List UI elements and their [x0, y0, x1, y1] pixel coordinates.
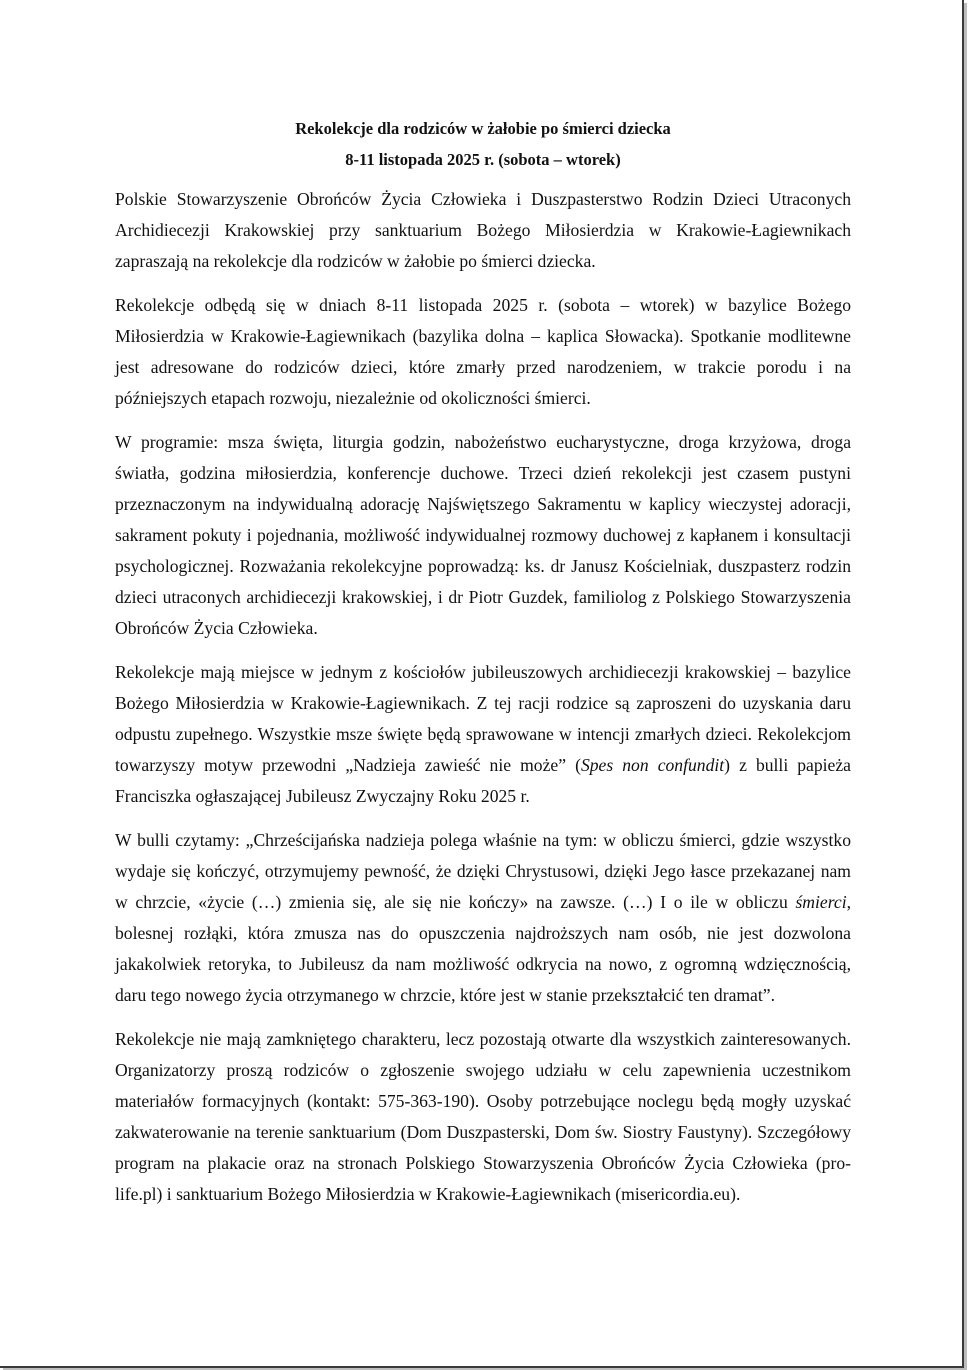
paragraph-registration: Rekolekcje nie mają zamkniętego charakteru, lecz pozostają otwarte dla wszystkich zainteresowanych. Organizatorzy proszą rodziców o zgłoszenie swojego udziału w celu zapewnienia uczestnikom materiałów formacyjnych (kontakt: 575-363-190). Osoby potrzebujące noclegu będą mogły uzyskać zakwaterowanie na terenie sanktuarium (Dom Duszpasterski, Dom św. Siostry Faustyny). Szczegółowy program na plakacie oraz na stronach Polskiego Stowarzyszenia Obrońców Życia Człowieka (pro-life.pl) i sanktuarium Bożego Miłosierdzia w Krakowie-Łagiewnikach (misericordia.eu).: [115, 1029, 851, 1204]
paragraph-bull-quote-text-b: , bolesnej rozłąki, która zmusza nas do opuszczenia najdroższych nam osób, nie jest dozwolona jakakolwiek retoryka, to Jubileusz da nam możliwość odkrycia na nowo, z ogromną wdzięcznością, daru tego nowego życia otrzymanego w chrzcie, które jest w stanie przekształcić ten dramat”.: [115, 892, 851, 1005]
paragraph-jubilee-text-b: ) z bulli papieża Franciszka ogłaszającej Jubileusz Zwyczajny Roku 2025 r.: [115, 755, 851, 806]
paragraph-date-place: Rekolekcje odbędą się w dniach 8-11 listopada 2025 r. (sobota – wtorek) w bazylice Bożego Miłosierdzia w Krakowie-Łagiewnikach (bazylika dolna – kaplica Słowacka). Spotkanie modlitewne jest adresowane do rodziców dzieci, które zmarły przed narodzeniem, w trakcie porodu i na późniejszych etapach rozwoju, niezależnie od okoliczności śmierci.: [115, 295, 851, 408]
paragraph-bull-quote-italic: śmierci: [795, 892, 847, 912]
document-body: [115, 184, 851, 1223]
paragraph-bull-quote: [115, 825, 851, 1011]
paragraph-program: W programie: msza święta, liturgia godzin, nabożeństwo eucharystyczne, droga krzyżowa, droga światła, godzina miłosierdzia, konferencje duchowe. Trzeci dzień rekolekcji jest czasem pustyni przeznaczonym na indywidualną adorację Najświętszego Sakramentu w kaplicy wieczystej adoracji, sakrament pokuty i pojednania, możliwość indywidualnej rozmowy duchowej z kapłanem i konsultacji psychologicznej. Rozważania rekolekcyjne poprowadzą: ks. dr Janusz Kościelniak, duszpasterz rodzin dzieci utraconych archidiecezji krakowskiej, i dr Piotr Guzdek, familiolog z Polskiego Stowarzyszenia Obrońców Życia Człowieka.: [115, 432, 851, 638]
paragraph-jubilee-latin: Spes non confundit: [580, 755, 725, 775]
document-date: 8-11 listopada 2025 r. (sobota – wtorek): [345, 150, 621, 169]
document-header: [0, 113, 966, 175]
paragraph-invitation: Polskie Stowarzyszenie Obrońców Życia Człowieka i Duszpasterstwo Rodzin Dzieci Utraconych Archidiecezji Krakowskiej przy sanktuarium Bożego Miłosierdzia w Krakowie-Łagiewnikach zapraszają na rekolekcje dla rodziców w żałobie po śmierci dziecka.: [115, 189, 851, 271]
paragraph-jubilee: [115, 657, 851, 812]
paragraph-jubilee-text-a: Rekolekcje mają miejsce w jednym z kościołów jubileuszowych archidiecezji krakowskiej – bazylice Bożego Miłosierdzia w Krakowie-Łagiewnikach. Z tej racji rodzice są zaproszeni do uzyskania daru odpustu zupełnego. Wszystkie msze święte będą sprawowane w intencji zmarłych dzieci. Rekolekcjom towarzyszy motyw przewodni „Nadzieja zawieść nie może” (: [115, 662, 851, 775]
document-title: Rekolekcje dla rodziców w żałobie po śmierci dziecka: [295, 119, 671, 138]
paragraph-bull-quote-text-a: W bulli czytamy: „Chrześcijańska nadzieja polega właśnie na tym: w obliczu śmierci, gdzie wszystko wydaje się kończyć, otrzymujemy pewność, że dzięki Chrystusowi, dzięki Jego łasce przekazanej nam w chrzcie, «życie (…) zmienia się, ale się nie kończy» na zawsze. (…) I o ile w obliczu: [115, 830, 851, 912]
